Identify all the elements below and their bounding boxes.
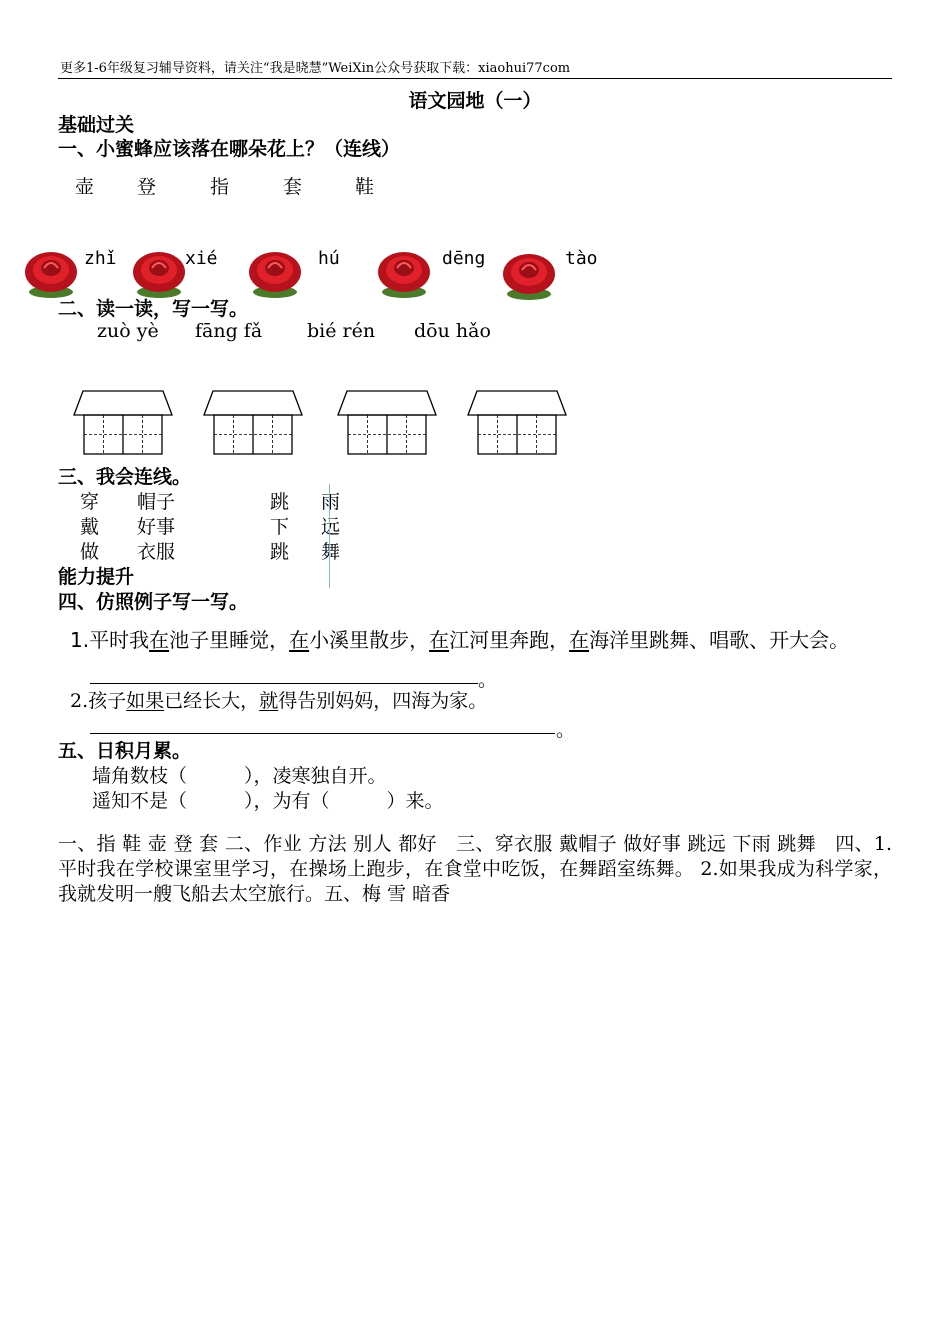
- writing-grid-box[interactable]: [337, 390, 437, 456]
- q3-heading: 三、我会连线。: [58, 466, 192, 488]
- example-text: 海洋里跳舞、唱歌、开大会。: [589, 628, 850, 652]
- q1-char: 套: [283, 176, 303, 198]
- q2-pinyin: dōu hǎo: [414, 320, 491, 342]
- q1-char: 鞋: [355, 176, 375, 198]
- header-text: 更多1-6年级复习辅导资料，请关注“我是晓慧”WeiXin公众号获取下载：xiaohui77com: [60, 61, 571, 76]
- q3-verb: 穿: [80, 491, 100, 513]
- example-number: 1.: [70, 628, 90, 652]
- example-text: 小溪里散步，: [309, 628, 430, 652]
- header-divider: [58, 78, 892, 79]
- q3-verb: 跳: [270, 491, 290, 513]
- q3-noun: 舞: [321, 541, 341, 563]
- example-text: 已经长大，: [164, 690, 260, 712]
- underlined-word: 在: [569, 628, 590, 652]
- example-text: 孩子: [88, 690, 127, 712]
- q2-pinyin: fāng fǎ: [195, 320, 263, 342]
- q4-heading: 四、仿照例子写一写。: [58, 591, 249, 613]
- q1-char: 指: [210, 176, 230, 198]
- q3-verb: 跳: [270, 541, 290, 563]
- underlined-word: 在: [289, 628, 310, 652]
- example-text: 江河里奔跑，: [449, 628, 570, 652]
- q1-pinyin: dēng: [442, 248, 486, 269]
- q1-pinyin: xié: [185, 248, 218, 269]
- writing-grid-box[interactable]: [203, 390, 303, 456]
- answer-key: 一、指 鞋 壶 登 套 二、作业 方法 别人 都好 三、穿衣服 戴帽子 做好事 跳远 下雨 跳舞 四、1.平时我在学校课室里学习，在操场上跑步，在食堂中吃饭，在舞蹈室练舞。 2.如果我成为科学家，我就发明一艘飞船去太空旅行。五、梅 雪 暗香: [58, 833, 892, 905]
- example-text: 得告别妈妈，四海为家。: [278, 690, 488, 712]
- q3-verb: 戴: [80, 516, 100, 538]
- q1-char: 登: [137, 176, 157, 198]
- q2-pinyin: bié rén: [307, 320, 376, 342]
- example-text: 池子里睡觉，: [169, 628, 290, 652]
- q4-example-2: [70, 686, 487, 713]
- q1-pinyin: zhǐ: [84, 248, 117, 269]
- q1-heading: 一、小蜜蜂应该落在哪朵花上？（连线）: [58, 138, 401, 160]
- q2-heading: 二、读一读，写一写。: [58, 298, 249, 320]
- underlined-word: 就: [259, 690, 279, 712]
- period-mark: 。: [556, 719, 576, 741]
- q3-verb: 下: [270, 516, 290, 538]
- answer-blank-line[interactable]: [90, 733, 555, 734]
- q3-verb: 做: [80, 541, 100, 563]
- q1-pinyin: tào: [565, 248, 598, 269]
- q2-pinyin: zuò yè: [97, 320, 159, 342]
- stray-vertical-line: [329, 484, 330, 588]
- writing-grid-box[interactable]: [467, 390, 567, 456]
- q3-noun: 好事: [137, 516, 176, 538]
- q3-noun: 雨: [321, 491, 341, 513]
- answer-blank-line[interactable]: [90, 683, 478, 684]
- example-text: 平时我: [89, 628, 150, 652]
- underlined-word: 在: [429, 628, 450, 652]
- q1-char: 壶: [75, 176, 95, 198]
- q5-line: 遥知不是（ ），为有（ ）来。: [92, 790, 444, 812]
- rose-flower-image[interactable]: [130, 248, 188, 300]
- q1-pinyin: hú: [318, 248, 340, 269]
- writing-grid-box[interactable]: [73, 390, 173, 456]
- q4-example-1: [70, 624, 849, 653]
- example-number: 2.: [70, 690, 89, 712]
- q3-noun: 衣服: [137, 541, 176, 563]
- part1-heading: 基础过关: [58, 114, 135, 136]
- rose-flower-image[interactable]: [22, 248, 80, 300]
- part2-heading: 能力提升: [58, 566, 135, 588]
- period-mark: 。: [478, 669, 498, 691]
- q5-line: 墙角数枝（ ），凌寒独自开。: [92, 765, 387, 787]
- q3-noun: 帽子: [137, 491, 176, 513]
- underlined-word: 在: [149, 628, 170, 652]
- q3-noun: 远: [321, 516, 341, 538]
- rose-flower-image[interactable]: [500, 250, 558, 302]
- rose-flower-image[interactable]: [246, 248, 304, 300]
- underlined-word: 如果: [126, 690, 165, 712]
- rose-flower-image[interactable]: [375, 248, 433, 300]
- q5-heading: 五、日积月累。: [58, 740, 192, 762]
- page-title: 语文园地（一）: [408, 90, 542, 112]
